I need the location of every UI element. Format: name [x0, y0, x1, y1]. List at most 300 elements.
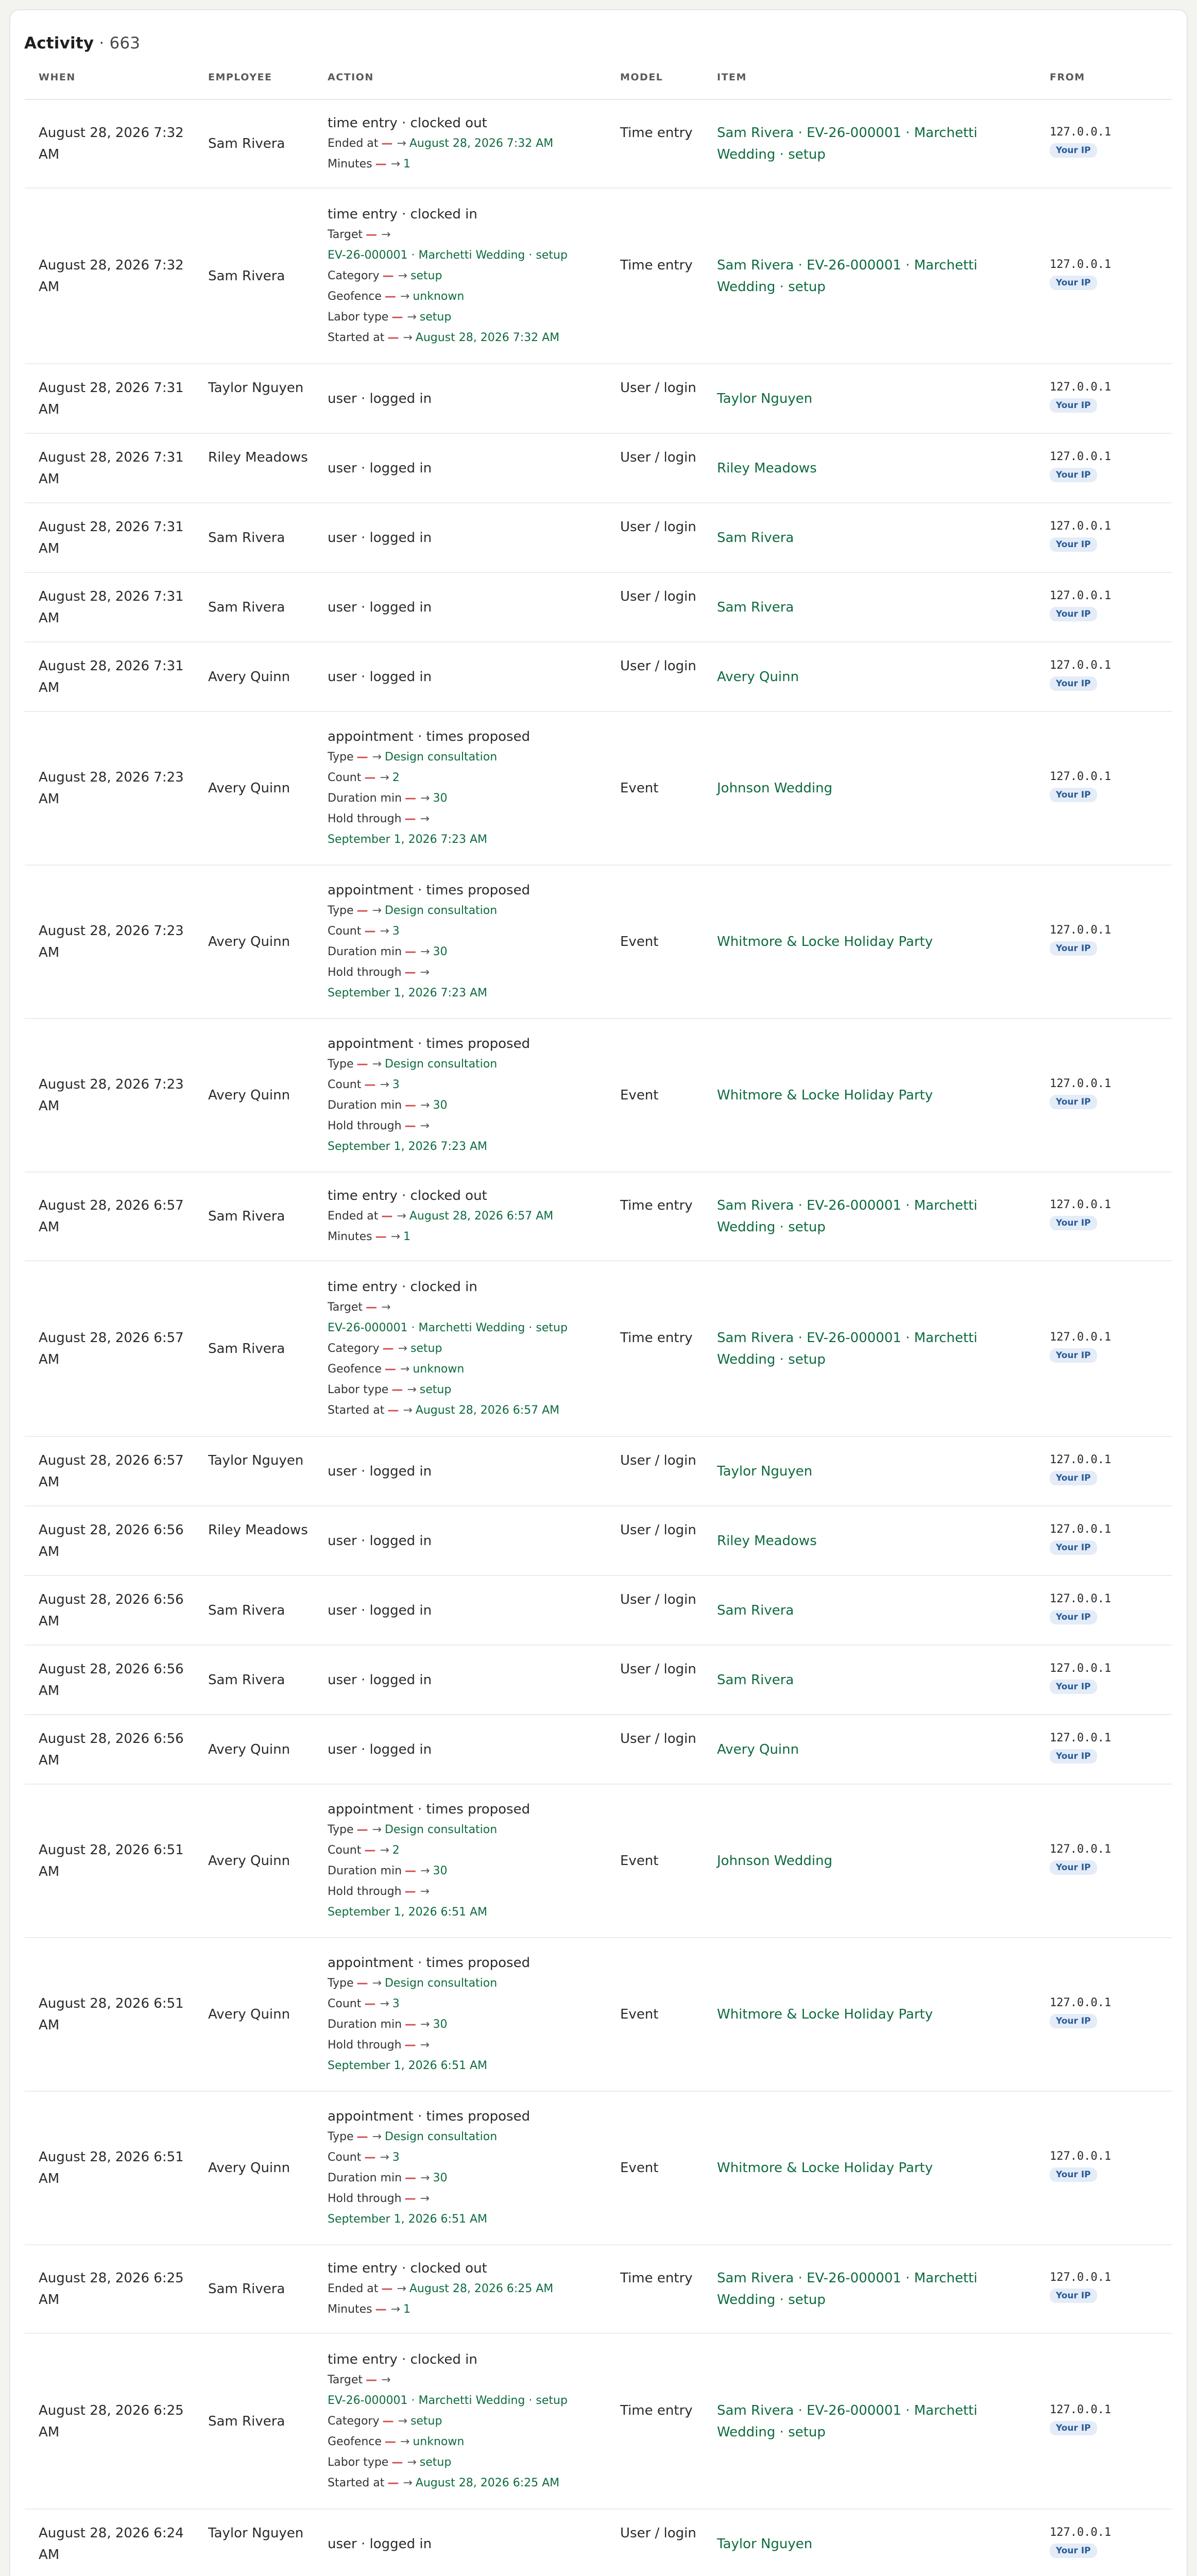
- cell-item-link[interactable]: Taylor Nguyen: [717, 391, 813, 406]
- cell-action: [328, 1600, 616, 1621]
- cell-employee: Sam Rivera: [208, 2281, 285, 2297]
- old-value-empty-dash: —: [405, 1099, 417, 1112]
- arrow-right-icon: →: [380, 771, 389, 784]
- change-new-value: 3: [392, 1078, 400, 1091]
- cell-action: [328, 388, 616, 409]
- cell-action: [328, 2349, 616, 2494]
- change-detail: [328, 962, 616, 983]
- arrow-right-icon: →: [398, 269, 407, 282]
- cell-when: August 28, 2026 7:23 AM: [39, 770, 184, 807]
- table-row[interactable]: [25, 642, 1172, 712]
- old-value-empty-dash: —: [356, 2130, 368, 2143]
- action-title: user · logged in: [328, 391, 432, 406]
- change-detail: [328, 901, 616, 921]
- old-value-empty-dash: —: [391, 311, 403, 324]
- cell-model: User / login: [620, 2526, 696, 2541]
- change-detail: [328, 2473, 616, 2494]
- change-new-value: August 28, 2026 6:57 AM: [415, 1404, 560, 1417]
- change-new-value: EV-26-000001 · Marchetti Wedding · setup: [328, 1321, 568, 1334]
- change-label: Hold through: [328, 2039, 402, 2052]
- cell-action: [328, 204, 616, 348]
- old-value-empty-dash: —: [387, 331, 399, 344]
- old-value-empty-dash: —: [356, 1823, 368, 1836]
- action-title: user · logged in: [328, 2536, 432, 2552]
- change-label: Started at: [328, 1404, 385, 1417]
- cell-item-link[interactable]: Sam Rivera: [717, 530, 794, 546]
- cell-when: August 28, 2026 6:57 AM: [39, 1198, 184, 1235]
- change-label: Geofence: [328, 2435, 382, 2448]
- action-title: user · logged in: [328, 1742, 432, 1757]
- arrow-right-icon: →: [390, 1230, 401, 1243]
- old-value-empty-dash: —: [405, 945, 417, 958]
- cell-item-link[interactable]: Sam Rivera: [717, 600, 794, 615]
- change-label: Started at: [328, 331, 385, 344]
- change-detail: [328, 1380, 616, 1400]
- cell-from: [1050, 257, 1153, 290]
- cell-employee: Avery Quinn: [208, 1742, 290, 1757]
- cell-when: August 28, 2026 6:56 AM: [39, 1731, 184, 1768]
- cell-item-link[interactable]: Riley Meadows: [717, 1533, 817, 1549]
- old-value-empty-dash: —: [375, 1230, 387, 1243]
- change-detail: [328, 2432, 616, 2452]
- cell-employee: Sam Rivera: [208, 136, 285, 151]
- old-value-empty-dash: —: [366, 228, 378, 241]
- your-ip-badge: Your IP: [1050, 276, 1097, 290]
- cell-when: August 28, 2026 7:32 AM: [39, 258, 184, 295]
- change-new-value: unknown: [413, 290, 465, 303]
- change-label: Labor type: [328, 2456, 389, 2469]
- table-row[interactable]: [25, 866, 1172, 1019]
- ip-address: 127.0.0.1: [1050, 1662, 1112, 1675]
- old-value-empty-dash: —: [404, 2192, 416, 2205]
- change-new-value: August 28, 2026 7:32 AM: [415, 331, 560, 344]
- table-row[interactable]: [25, 1019, 1172, 1173]
- change-detail: [328, 328, 616, 348]
- cell-employee: Avery Quinn: [208, 934, 290, 950]
- old-value-empty-dash: —: [381, 137, 393, 150]
- cell-when: August 28, 2026 7:23 AM: [39, 923, 184, 960]
- column-header-item[interactable]: ITEM: [717, 72, 747, 83]
- cell-action: [328, 597, 616, 618]
- cell-model: User / login: [620, 1662, 696, 1677]
- cell-item-link[interactable]: Sam Rivera · EV-26-000001 · Marchetti Wedding · setup: [717, 125, 978, 162]
- old-value-empty-dash: —: [375, 2303, 387, 2316]
- arrow-right-icon: →: [398, 2415, 407, 2428]
- change-label: Type: [328, 1058, 354, 1071]
- cell-from: [1050, 1731, 1153, 1764]
- cell-employee: Sam Rivera: [208, 1672, 285, 1688]
- old-value-empty-dash: —: [405, 2172, 417, 2184]
- your-ip-badge: Your IP: [1050, 1680, 1097, 1694]
- change-detail: [328, 2411, 616, 2432]
- ip-address: 127.0.0.1: [1050, 1523, 1112, 1536]
- cell-from: [1050, 1076, 1153, 1109]
- arrow-right-icon: →: [400, 2435, 410, 2448]
- action-title: user · logged in: [328, 1603, 432, 1618]
- cell-action: [328, 1953, 616, 2076]
- change-label: Hold through: [328, 1885, 402, 1898]
- your-ip-badge: Your IP: [1050, 537, 1097, 552]
- cell-when: August 28, 2026 6:57 AM: [39, 1330, 184, 1367]
- cell-item-link[interactable]: Whitmore & Locke Holiday Party: [717, 2007, 933, 2022]
- cell-item-link[interactable]: Johnson Wedding: [717, 781, 833, 796]
- cell-from: [1050, 1197, 1153, 1230]
- cell-employee: Sam Rivera: [208, 1209, 285, 1224]
- change-label: Target: [328, 1301, 363, 1314]
- cell-from: [1050, 2525, 1153, 2558]
- column-header-from[interactable]: FROM: [1050, 72, 1085, 83]
- old-value-empty-dash: —: [356, 904, 368, 917]
- cell-item-link[interactable]: Whitmore & Locke Holiday Party: [717, 1088, 933, 1103]
- change-detail: [328, 1137, 616, 1157]
- cell-item-link[interactable]: Sam Rivera · EV-26-000001 · Marchetti Wedding · setup: [717, 258, 978, 295]
- cell-model: Event: [620, 934, 659, 950]
- cell-item-link[interactable]: Whitmore & Locke Holiday Party: [717, 2160, 933, 2176]
- change-label: Minutes: [328, 1230, 372, 1243]
- change-detail: [328, 829, 616, 850]
- old-value-empty-dash: —: [366, 1301, 378, 1314]
- your-ip-badge: Your IP: [1050, 2544, 1097, 2558]
- table-row[interactable]: [25, 1506, 1172, 1576]
- change-detail: [328, 1095, 616, 1116]
- action-title: appointment · times proposed: [328, 883, 531, 898]
- cell-item-link[interactable]: Avery Quinn: [717, 669, 799, 685]
- arrow-right-icon: →: [420, 1865, 430, 1877]
- cell-model: User / login: [620, 1453, 696, 1468]
- cell-when: August 28, 2026 7:31 AM: [39, 450, 184, 487]
- change-detail: [328, 2127, 616, 2147]
- page-title: [24, 34, 140, 53]
- cell-when: August 28, 2026 7:23 AM: [39, 1077, 184, 1114]
- change-label: Count: [328, 771, 362, 784]
- your-ip-badge: Your IP: [1050, 1095, 1097, 1109]
- cell-when: August 28, 2026 6:51 AM: [39, 2149, 184, 2187]
- old-value-empty-dash: —: [364, 1997, 376, 2010]
- arrow-right-icon: →: [420, 792, 430, 805]
- cell-item-link[interactable]: Sam Rivera: [717, 1672, 794, 1688]
- your-ip-badge: Your IP: [1050, 1749, 1097, 1764]
- arrow-right-icon: →: [420, 945, 430, 958]
- old-value-empty-dash: —: [382, 1342, 394, 1355]
- change-detail: [328, 809, 616, 829]
- arrow-right-icon: →: [400, 290, 410, 303]
- your-ip-badge: Your IP: [1050, 1860, 1097, 1875]
- cell-model: Time entry: [620, 1198, 693, 1213]
- change-label: Ended at: [328, 2282, 379, 2295]
- table-row[interactable]: [25, 100, 1172, 189]
- your-ip-badge: Your IP: [1050, 1610, 1097, 1624]
- cell-from: [1050, 449, 1153, 482]
- cell-action: [328, 1185, 616, 1247]
- change-label: Category: [328, 1342, 380, 1355]
- change-detail: [328, 1206, 616, 1227]
- change-label: Geofence: [328, 290, 382, 303]
- cell-employee: Sam Rivera: [208, 530, 285, 546]
- cell-action: [328, 2534, 616, 2554]
- arrow-right-icon: →: [420, 2172, 430, 2184]
- change-label: Started at: [328, 2477, 385, 2489]
- change-new-value: 3: [392, 925, 400, 938]
- old-value-empty-dash: —: [391, 2456, 403, 2469]
- arrow-right-icon: →: [372, 2130, 382, 2143]
- change-new-value: 1: [403, 158, 411, 171]
- old-value-empty-dash: —: [405, 2018, 417, 2031]
- column-header-action[interactable]: ACTION: [328, 72, 374, 83]
- cell-employee: Taylor Nguyen: [208, 2526, 304, 2541]
- your-ip-badge: Your IP: [1050, 2421, 1097, 2435]
- cell-employee: Avery Quinn: [208, 781, 290, 796]
- table-row[interactable]: [25, 1785, 1172, 1938]
- ip-address: 127.0.0.1: [1050, 1996, 1112, 2009]
- change-new-value: setup: [419, 1383, 452, 1396]
- table-row[interactable]: [25, 1715, 1172, 1785]
- cell-item-link[interactable]: Taylor Nguyen: [717, 2536, 813, 2552]
- cell-model: Time entry: [620, 2403, 693, 2418]
- change-label: Minutes: [328, 2303, 372, 2316]
- cell-from: [1050, 2149, 1153, 2182]
- cell-employee: Sam Rivera: [208, 1341, 285, 1357]
- cell-item-link[interactable]: Sam Rivera · EV-26-000001 · Marchetti Wedding · setup: [717, 1330, 978, 1367]
- change-new-value: setup: [410, 2415, 442, 2428]
- cell-employee: Avery Quinn: [208, 2007, 290, 2022]
- arrow-right-icon: →: [420, 812, 430, 825]
- old-value-empty-dash: —: [384, 290, 396, 303]
- table-row[interactable]: [25, 2510, 1172, 2576]
- cell-employee: Riley Meadows: [208, 450, 308, 465]
- old-value-empty-dash: —: [381, 2282, 393, 2295]
- arrow-right-icon: →: [380, 2151, 389, 2164]
- column-header-model[interactable]: MODEL: [620, 72, 663, 83]
- old-value-empty-dash: —: [382, 2415, 394, 2428]
- table-row[interactable]: [25, 573, 1172, 642]
- old-value-empty-dash: —: [384, 2435, 396, 2448]
- arrow-right-icon: →: [380, 1078, 389, 1091]
- cell-from: [1050, 1842, 1153, 1875]
- cell-action: [328, 1531, 616, 1551]
- cell-model: Time entry: [620, 125, 693, 141]
- change-label: Duration min: [328, 2018, 402, 2031]
- cell-from: [1050, 1591, 1153, 1624]
- arrow-right-icon: →: [381, 2374, 391, 2386]
- old-value-empty-dash: —: [364, 925, 376, 938]
- table-row[interactable]: [25, 364, 1172, 434]
- arrow-right-icon: →: [372, 1823, 382, 1836]
- arrow-right-icon: →: [420, 2018, 430, 2031]
- action-title: appointment · times proposed: [328, 2109, 531, 2124]
- cell-item-link[interactable]: Sam Rivera · EV-26-000001 · Marchetti Wedding · setup: [717, 2403, 978, 2440]
- activity-panel: [9, 9, 1188, 2576]
- change-new-value: setup: [410, 269, 442, 282]
- change-detail: [328, 1994, 616, 2014]
- change-new-value: Design consultation: [384, 2130, 498, 2143]
- table-header: [25, 59, 1172, 100]
- cell-item-link[interactable]: Avery Quinn: [717, 1742, 799, 1757]
- change-label: Type: [328, 1977, 354, 1990]
- cell-from: [1050, 1452, 1153, 1485]
- table-row[interactable]: [25, 189, 1172, 364]
- old-value-empty-dash: —: [404, 1120, 416, 1132]
- old-value-empty-dash: —: [404, 812, 416, 825]
- cell-when: August 28, 2026 7:31 AM: [39, 519, 184, 556]
- action-title: time entry · clocked out: [328, 2261, 487, 2276]
- change-new-value: September 1, 2026 6:51 AM: [328, 2213, 487, 2226]
- arrow-right-icon: →: [420, 1120, 430, 1132]
- table-row[interactable]: [25, 2334, 1172, 2510]
- change-detail: [328, 266, 616, 286]
- arrow-right-icon: →: [381, 228, 391, 241]
- arrow-right-icon: →: [380, 1997, 389, 2010]
- change-label: Duration min: [328, 1099, 402, 1112]
- change-label: Ended at: [328, 1210, 379, 1223]
- cell-item-link[interactable]: Riley Meadows: [717, 461, 817, 476]
- change-detail: [328, 2147, 616, 2168]
- change-new-value: 30: [433, 792, 448, 805]
- your-ip-badge: Your IP: [1050, 468, 1097, 482]
- cell-from: [1050, 588, 1153, 621]
- arrow-right-icon: →: [407, 2456, 417, 2469]
- cell-item-link[interactable]: Sam Rivera · EV-26-000001 · Marchetti Wedding · setup: [717, 2270, 978, 2308]
- cell-model: User / login: [620, 1522, 696, 1538]
- change-new-value: Design consultation: [384, 1823, 498, 1836]
- table-row[interactable]: [25, 1261, 1172, 1437]
- change-detail: [328, 1054, 616, 1075]
- change-detail: [328, 942, 616, 962]
- your-ip-badge: Your IP: [1050, 2014, 1097, 2028]
- cell-when: August 28, 2026 7:31 AM: [39, 658, 184, 696]
- your-ip-badge: Your IP: [1050, 1348, 1097, 1363]
- cell-when: August 28, 2026 6:51 AM: [39, 1842, 184, 1879]
- change-detail: [328, 2168, 616, 2189]
- your-ip-badge: Your IP: [1050, 788, 1097, 802]
- table-row[interactable]: [25, 1646, 1172, 1715]
- cell-item-link[interactable]: Sam Rivera: [717, 1603, 794, 1618]
- cell-from: [1050, 1661, 1153, 1694]
- action-title: user · logged in: [328, 1464, 432, 1479]
- action-title: user · logged in: [328, 669, 432, 685]
- change-label: Category: [328, 2415, 380, 2428]
- old-value-empty-dash: —: [364, 2151, 376, 2164]
- change-detail: [328, 2014, 616, 2035]
- change-detail: [328, 921, 616, 942]
- your-ip-badge: Your IP: [1050, 2289, 1097, 2303]
- cell-employee: Sam Rivera: [208, 600, 285, 615]
- change-new-value: 30: [433, 2018, 448, 2031]
- ip-address: 127.0.0.1: [1050, 770, 1112, 783]
- title-separator: ·: [94, 34, 110, 53]
- action-title: appointment · times proposed: [328, 1036, 531, 1052]
- arrow-right-icon: →: [397, 137, 406, 150]
- table-row[interactable]: [25, 1576, 1172, 1646]
- change-new-value: unknown: [413, 2435, 465, 2448]
- change-label: Type: [328, 904, 354, 917]
- cell-model: Event: [620, 781, 659, 796]
- table-row[interactable]: [25, 712, 1172, 866]
- old-value-empty-dash: —: [404, 966, 416, 979]
- change-label: Labor type: [328, 311, 389, 324]
- ip-address: 127.0.0.1: [1050, 1331, 1112, 1344]
- table-row[interactable]: [25, 503, 1172, 573]
- your-ip-badge: Your IP: [1050, 1216, 1097, 1230]
- table-row[interactable]: [25, 2092, 1172, 2245]
- cell-item-link[interactable]: Johnson Wedding: [717, 1853, 833, 1869]
- ip-address: 127.0.0.1: [1050, 589, 1112, 602]
- cell-action: [328, 113, 616, 175]
- ip-address: 127.0.0.1: [1050, 2403, 1112, 2416]
- your-ip-badge: Your IP: [1050, 143, 1097, 158]
- change-new-value: August 28, 2026 6:57 AM: [409, 1210, 554, 1223]
- old-value-empty-dash: —: [375, 158, 387, 171]
- your-ip-badge: Your IP: [1050, 398, 1097, 413]
- arrow-right-icon: →: [390, 2303, 401, 2316]
- cell-from: [1050, 923, 1153, 956]
- cell-model: User / login: [620, 589, 696, 604]
- change-detail: [328, 2035, 616, 2056]
- arrow-right-icon: →: [403, 2477, 413, 2489]
- old-value-empty-dash: —: [404, 2039, 416, 2052]
- arrow-right-icon: →: [407, 311, 417, 324]
- old-value-empty-dash: —: [364, 1078, 376, 1091]
- change-new-value: 30: [433, 945, 448, 958]
- cell-model: Time entry: [620, 258, 693, 273]
- cell-model: Time entry: [620, 1330, 693, 1346]
- cell-model: Event: [620, 2007, 659, 2022]
- change-label: Target: [328, 228, 363, 241]
- table-row[interactable]: [25, 1173, 1172, 1261]
- change-detail: [328, 2056, 616, 2076]
- cell-item-link[interactable]: Sam Rivera · EV-26-000001 · Marchetti Wedding · setup: [717, 1198, 978, 1235]
- change-detail: [328, 286, 616, 307]
- cell-when: August 28, 2026 6:25 AM: [39, 2270, 184, 2308]
- change-label: Category: [328, 269, 380, 282]
- cell-from: [1050, 1995, 1153, 2028]
- table-row[interactable]: [25, 1938, 1172, 2092]
- action-title: appointment · times proposed: [328, 729, 531, 744]
- change-label: Count: [328, 2151, 362, 2164]
- change-new-value: August 28, 2026 6:25 AM: [409, 2282, 554, 2295]
- table-row[interactable]: [25, 434, 1172, 503]
- arrow-right-icon: →: [420, 1099, 430, 1112]
- cell-model: User / login: [620, 658, 696, 674]
- your-ip-badge: Your IP: [1050, 2167, 1097, 2182]
- change-detail: [328, 747, 616, 768]
- change-new-value: 1: [403, 2303, 411, 2316]
- change-new-value: September 1, 2026 6:51 AM: [328, 1906, 487, 1919]
- arrow-right-icon: →: [400, 1363, 410, 1376]
- action-title: user · logged in: [328, 1533, 432, 1549]
- column-header-employee[interactable]: EMPLOYEE: [208, 72, 272, 83]
- column-header-when[interactable]: WHEN: [39, 72, 76, 83]
- cell-model: Event: [620, 1088, 659, 1103]
- change-new-value: August 28, 2026 7:32 AM: [409, 137, 554, 150]
- cell-when: August 28, 2026 6:56 AM: [39, 1662, 184, 1699]
- change-label: Target: [328, 2374, 363, 2386]
- change-label: Count: [328, 1078, 362, 1091]
- cell-item-link[interactable]: Taylor Nguyen: [717, 1464, 813, 1479]
- old-value-empty-dash: —: [356, 751, 368, 764]
- cell-item-link[interactable]: Whitmore & Locke Holiday Party: [717, 934, 933, 950]
- cell-action: [328, 726, 616, 850]
- change-detail: [328, 788, 616, 809]
- cell-employee: Avery Quinn: [208, 1853, 290, 1869]
- change-new-value: Design consultation: [384, 1977, 498, 1990]
- page-title-text: Activity: [24, 34, 94, 53]
- table-row[interactable]: [25, 1437, 1172, 1506]
- change-new-value: Design consultation: [384, 1058, 498, 1071]
- old-value-empty-dash: —: [405, 792, 417, 805]
- change-detail: [328, 1075, 616, 1095]
- table-row[interactable]: [25, 2245, 1172, 2334]
- cell-employee: Sam Rivera: [208, 2414, 285, 2429]
